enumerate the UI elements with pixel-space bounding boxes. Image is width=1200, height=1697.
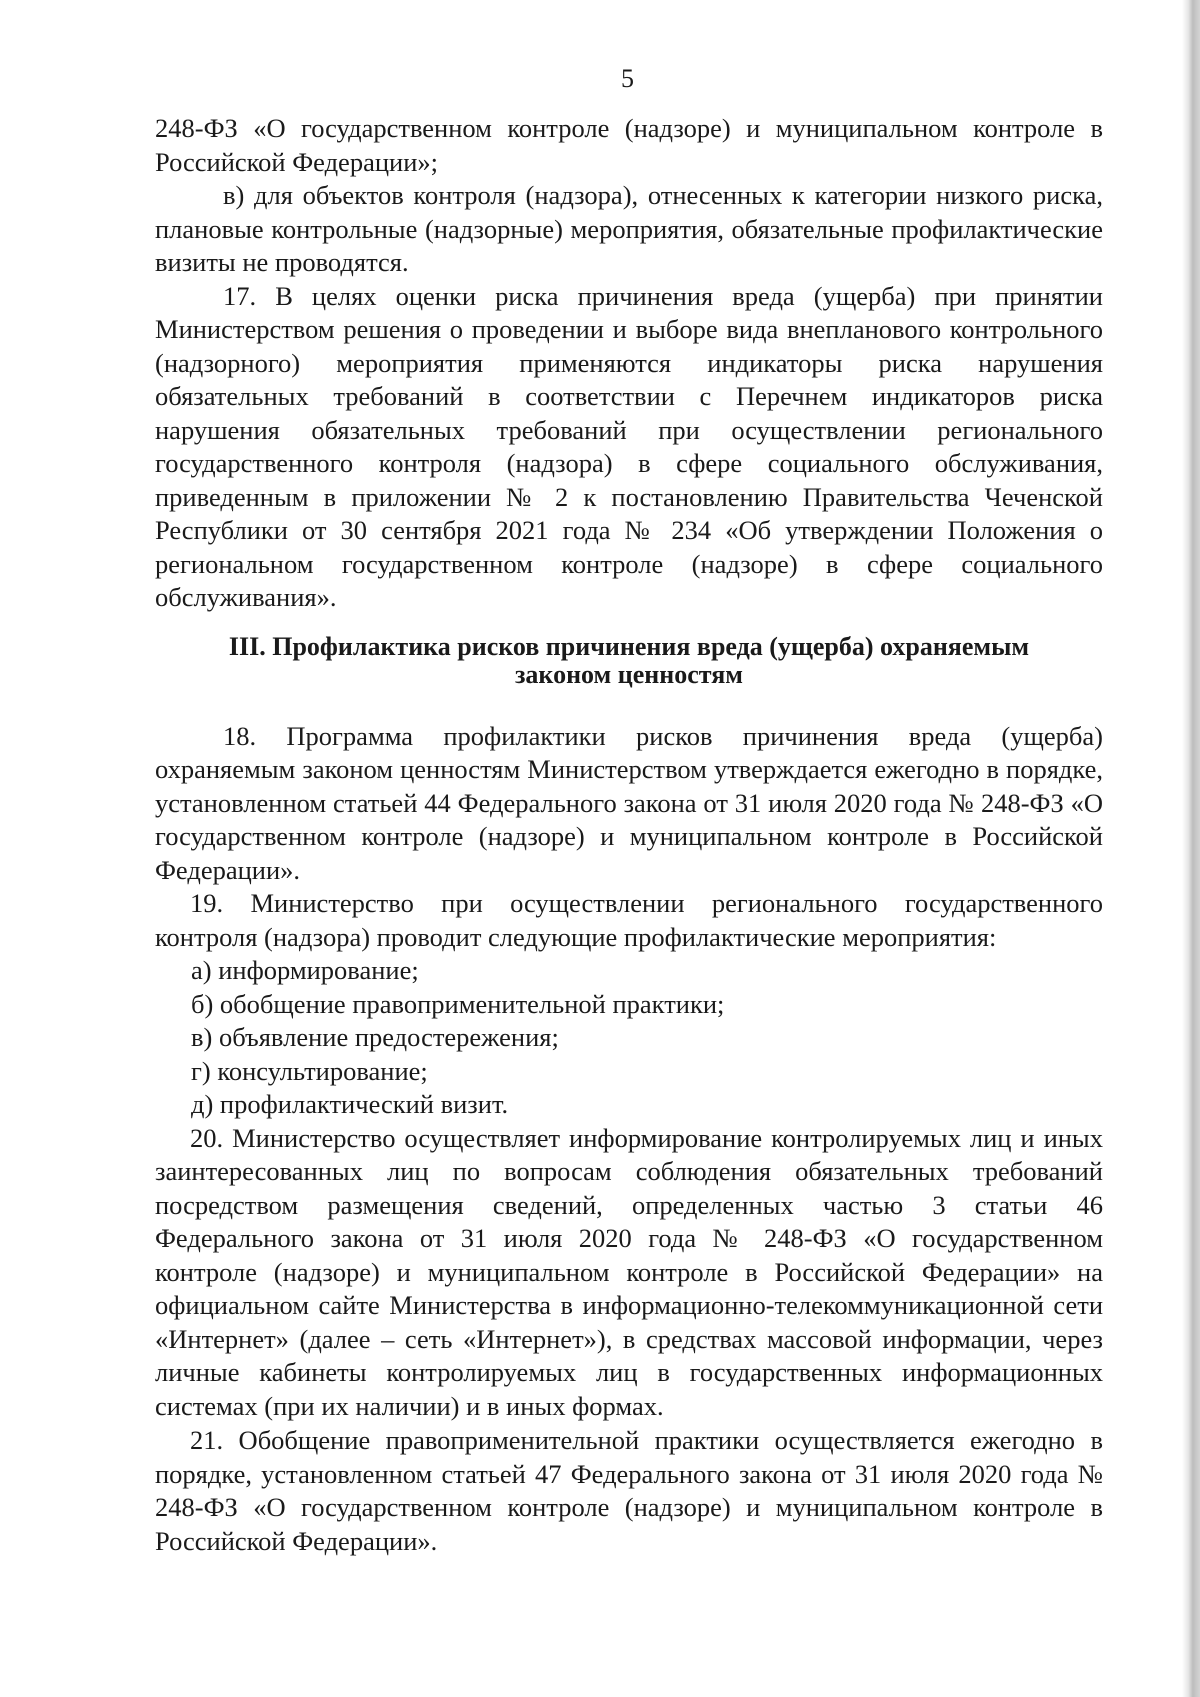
paragraph-19: 19. Министерство при осуществлении регионального государственного контроля (надзора) проводит следующие профилактические мероприятия: xyxy=(155,888,1103,952)
paragraph-18: 18. Программа профилактики рисков причинения вреда (ущерба) охраняемым законом ценностям Министерством утверждается ежегодно в порядке, установленном статьей 44 Федерального закона от 31 июля 2020 года № 248-ФЗ «О государственном контроле (надзоре) и муниципальном контроле в Российской Федерации». xyxy=(155,720,1103,885)
paragraph-21: 21. Обобщение правоприменительной практики осуществляется ежегодно в порядке, установленном статьей 47 Федерального закона от 31 июля 2020 года № 248-ФЗ «О государственном контроле (надзоре) и муниципальном контроле в Российской Федерации». xyxy=(155,1425,1103,1556)
list-item: а) информирование; xyxy=(191,955,419,985)
paragraph-item-v: в) для объектов контроля (надзора), отнесенных к категории низкого риска, плановые контрольные (надзорные) мероприятия, обязательные профилактические визиты не проводятся. xyxy=(155,180,1103,277)
list-item: г) консультирование; xyxy=(191,1055,428,1086)
section-heading: III. Профилактика рисков причинения вреда (ущерба) охраняемым законом ценностям xyxy=(228,631,1030,689)
list-item: в) объявление предостережения; xyxy=(191,1022,559,1052)
list-item: д) профилактический визит. xyxy=(191,1089,509,1119)
page-number: 5 xyxy=(621,64,634,93)
list-item: б) обобщение правоприменительной практики; xyxy=(191,988,725,1019)
paragraph-20: 20. Министерство осуществляет информирование контролируемых лиц и иных заинтересованных лиц по вопросам соблюдения обязательных требований посредством размещения сведений, определенных частью 3 статьи 46 Федерального закона от 31 июля 2020 года № 248-ФЗ «О государственном контроле (надзоре) и муниципальном контроле в Российской Федерации» на официальном сайте Министерства в информационно-телекоммуникационной сети «Интернет» (далее – сеть «Интернет»), в средствах массовой информации, через личные кабинеты контролируемых лиц в государственных информационных системах (при их наличии) и в иных формах. xyxy=(155,1122,1103,1421)
scan-edge-shadow xyxy=(1182,0,1200,1697)
document-body xyxy=(155,112,1103,1558)
paragraph-continuation: 248-ФЗ «О государственном контроле (надзоре) и муниципальном контроле в Российской Федерации»; xyxy=(155,113,1103,177)
paragraph-17: 17. В целях оценки риска причинения вреда (ущерба) при принятии Министерством решения о проведении и выборе вида внепланового контрольного (надзорного) мероприятия применяются индикаторы риска нарушения обязательных требований в соответствии с Перечнем индикаторов риска нарушения обязательных требований при осуществлении регионального государственного контроля (надзора) в сфере социального обслуживания, приведенным в приложении № 2 к постановлению Правительства Чеченской Республики от 30 сентября 2021 года № 234 «Об утверждении Положения о региональном государственном контроле (надзоре) в сфере социального обслуживания». xyxy=(155,280,1103,612)
